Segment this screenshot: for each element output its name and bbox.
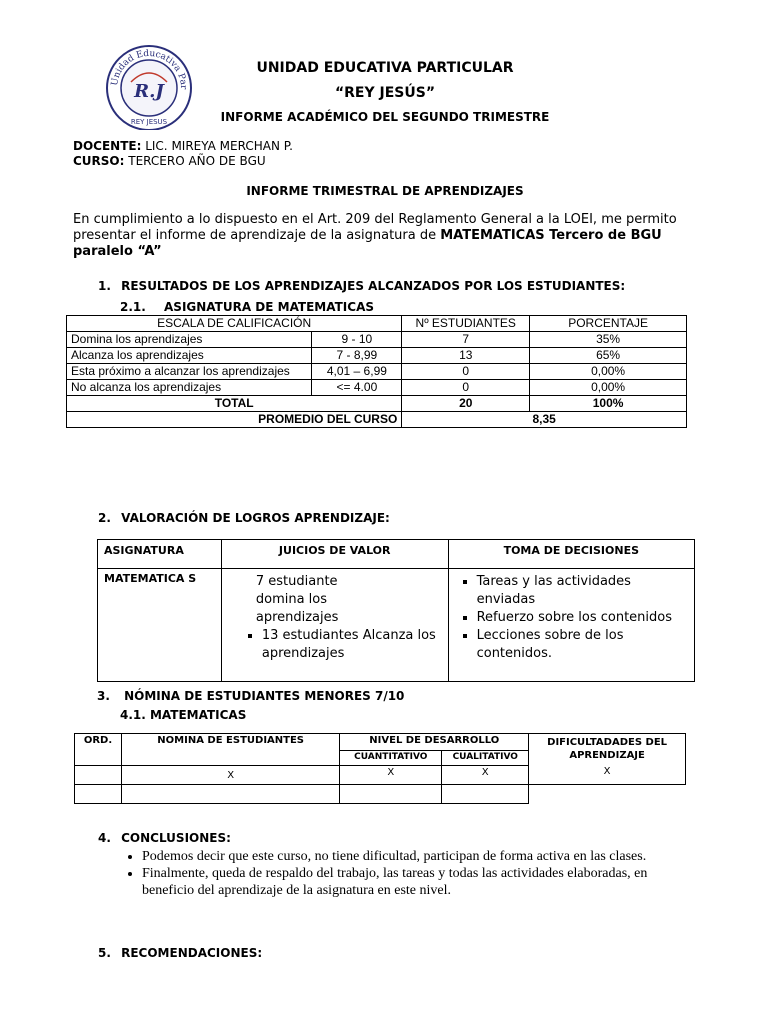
- table-row: [67, 332, 687, 348]
- row-range: 7 - 8,99: [312, 348, 402, 364]
- valuation-decisions: [448, 569, 694, 682]
- logo-initials: R.J: [134, 81, 164, 102]
- judgement-text: 7 estudiante domina los aprendizajes: [255, 574, 339, 625]
- subsection-text: ASIGNATURA DE MATEMATICAS: [164, 300, 374, 314]
- table-row: [67, 348, 687, 364]
- row-nomina: X: [121, 766, 339, 785]
- row-percent: 35%: [530, 332, 687, 348]
- row-cuantitativo: [340, 785, 442, 804]
- average-row: [67, 412, 687, 428]
- valuation-table: [97, 539, 695, 682]
- report-title: INFORME ACADÉMICO DEL SEGUNDO TRIMESTRE: [220, 110, 550, 124]
- row-students: 13: [402, 348, 530, 364]
- list-item: ▪ Tareas y las actividades enviadas: [477, 573, 688, 609]
- row-ord: [75, 785, 122, 804]
- valuation-judgement: [221, 569, 448, 682]
- docente-line: [73, 139, 293, 153]
- section-2-number: 2.: [98, 511, 111, 525]
- row-percent: 0,00%: [530, 380, 687, 396]
- row-range: <= 4.00: [312, 380, 402, 396]
- header-students: Nº ESTUDIANTES: [402, 316, 530, 332]
- table-row: [67, 364, 687, 380]
- docente-label: DOCENTE:: [73, 139, 142, 153]
- students-table: [74, 733, 686, 804]
- list-item: • Finalmente, queda de respaldo del trabajo, las tareas y todas las actividades elaboradas, en beneficio del aprendizaje de la asignatura en este nivel.: [142, 865, 702, 899]
- intro-bold: MATEMATICAS Tercero de BGU paralelo “A”: [73, 228, 662, 259]
- valuation-subject: MATEMATICA S: [98, 569, 222, 682]
- curso-value: TERCERO AÑO DE BGU: [124, 154, 266, 168]
- header-nomina: NOMINA DE ESTUDIANTES: [121, 734, 339, 766]
- row-label: No alcanza los aprendizajes: [67, 380, 312, 396]
- section-3-title: [97, 689, 404, 703]
- section-2-text: VALORACIÓN DE LOGROS APRENDIZAJE:: [121, 511, 390, 525]
- total-students: 20: [402, 396, 530, 412]
- logo-bottom-text: REY JESUS: [130, 118, 168, 126]
- docente-value: LIC. MIREYA MERCHAN P.: [141, 139, 293, 153]
- header-percent: PORCENTAJE: [530, 316, 687, 332]
- row-cualitativo: [442, 785, 529, 804]
- list-item: • Podemos decir que este curso, no tiene dificultad, participan de forma activa en las clases.: [142, 848, 702, 865]
- curso-label: CURSO:: [73, 154, 125, 168]
- header-scale: ESCALA DE CALIFICACIÓN: [67, 316, 402, 332]
- section-3-number: 3.: [97, 689, 110, 703]
- row-students: 0: [402, 364, 530, 380]
- header-decisions: TOMA DE DECISIONES: [448, 540, 694, 569]
- total-label: TOTAL: [67, 396, 402, 412]
- curso-line: [73, 154, 266, 168]
- header-judgement: JUICIOS DE VALOR: [221, 540, 448, 569]
- subsection-number: 2.1.: [120, 300, 146, 314]
- dificultades-mark: X: [603, 766, 611, 777]
- section-1-title: [98, 279, 625, 293]
- section-1-number: 1.: [98, 279, 111, 293]
- table-header-row: [67, 316, 687, 332]
- valuation-row: [98, 569, 695, 682]
- header-dificultades: [529, 734, 686, 785]
- section-4-title: [98, 831, 231, 845]
- row-ord: [75, 766, 122, 785]
- section-4-text: CONCLUSIONES:: [121, 831, 231, 845]
- intro-text: En cumplimiento a lo dispuesto en el Art. 209 del Reglamento General a la LOEI, me permito presentar el informe de aprendizaje de la asignatura de: [73, 212, 677, 243]
- header-nivel: NIVEL DE DESARROLLO: [340, 734, 529, 751]
- students-header-row: [75, 734, 686, 751]
- list-item: ▪ Refuerzo sobre los contenidos: [477, 609, 688, 627]
- header-cuantitativo: CUANTITATIVO: [340, 751, 442, 766]
- header-dificultades-text: DIFICULTADADES DEL APRENDIZAJE: [547, 737, 668, 761]
- row-label: Alcanza los aprendizajes: [67, 348, 312, 364]
- row-percent: 0,00%: [530, 364, 687, 380]
- section-3-text: NÓMINA DE ESTUDIANTES MENORES 7/10: [124, 689, 405, 703]
- section-1-text: RESULTADOS DE LOS APRENDIZAJES ALCANZADOS POR LOS ESTUDIANTES:: [121, 279, 626, 293]
- row-cuantitativo: X: [340, 766, 442, 785]
- table-row: [67, 380, 687, 396]
- row-range: 9 - 10: [312, 332, 402, 348]
- intro-paragraph: [73, 212, 693, 260]
- section-title: INFORME TRIMESTRAL DE APRENDIZAJES: [246, 184, 524, 198]
- section-5-text: RECOMENDACIONES:: [121, 946, 263, 960]
- judgement-list: [228, 627, 442, 663]
- svg-text:Unidad Educativa Particular: Unidad Educativa Par: [109, 48, 189, 90]
- header-ord: ORD.: [75, 734, 122, 766]
- average-label: PROMEDIO DEL CURSO: [67, 412, 402, 428]
- section-2-title: [98, 511, 390, 525]
- conclusions-list: [96, 848, 702, 899]
- row-label: Esta próximo a alcanzar los aprendizajes: [67, 364, 312, 380]
- total-percent: 100%: [530, 396, 687, 412]
- school-title: “REY JESÚS”: [334, 85, 436, 101]
- row-label: Domina los aprendizajes: [67, 332, 312, 348]
- section-4-number: 4.: [98, 831, 111, 845]
- row-students: 7: [402, 332, 530, 348]
- average-value: 8,35: [402, 412, 687, 428]
- row-cualitativo: X: [442, 766, 529, 785]
- header-cualitativo: CUALITATIVO: [442, 751, 529, 766]
- section-3-sub: 4.1. MATEMATICAS: [120, 708, 247, 722]
- school-name: UNIDAD EDUCATIVA PARTICULAR: [256, 60, 514, 76]
- row-nomina: [121, 785, 339, 804]
- row-range: 4,01 – 6,99: [312, 364, 402, 380]
- table-row: [75, 785, 686, 804]
- list-item: ▪ Lecciones sobre de los contenidos.: [477, 627, 688, 663]
- section-5-title: [98, 946, 262, 960]
- valuation-header-row: [98, 540, 695, 569]
- section-2-1-title: [120, 300, 374, 314]
- results-table: [66, 315, 687, 428]
- header-subject: ASIGNATURA: [98, 540, 222, 569]
- decisions-list: [455, 573, 688, 663]
- row-percent: 65%: [530, 348, 687, 364]
- list-item: ▪ 13 estudiantes Alcanza los aprendizajes: [262, 627, 442, 663]
- total-row: [67, 396, 687, 412]
- section-5-number: 5.: [98, 946, 111, 960]
- row-students: 0: [402, 380, 530, 396]
